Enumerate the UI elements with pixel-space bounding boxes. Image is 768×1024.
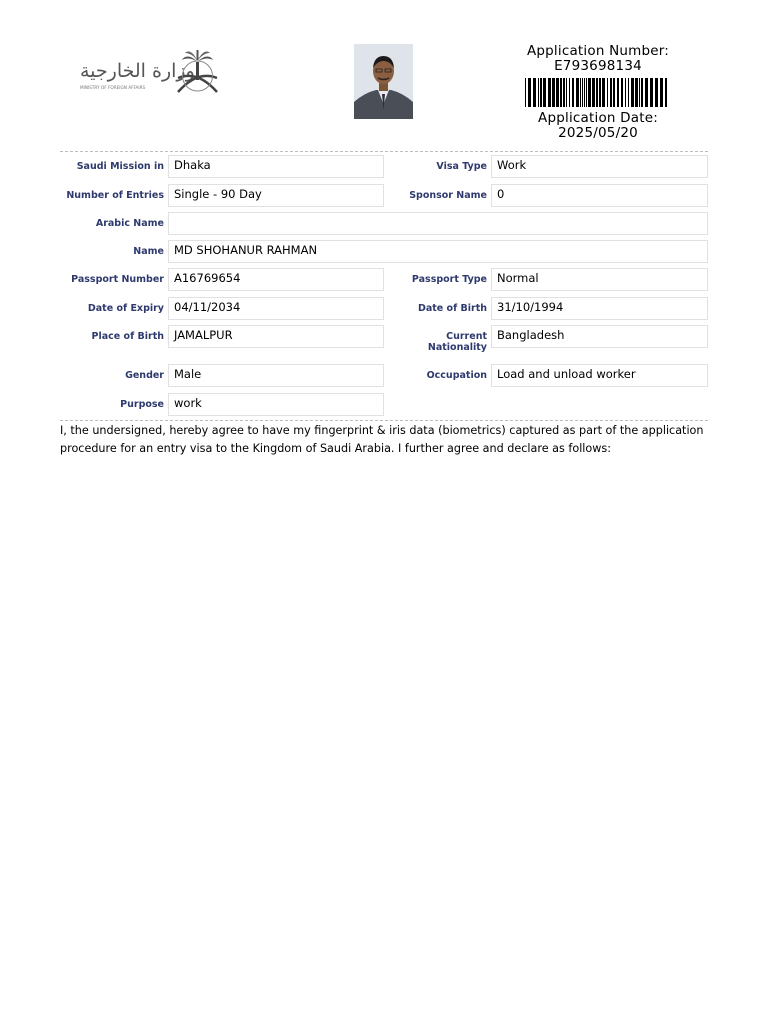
ministry-logo	[78, 48, 224, 98]
gender-field: Male	[168, 364, 384, 387]
nationality-label	[386, 331, 487, 353]
application-number: E793698134	[554, 58, 642, 74]
nationality-label-line1: Current	[446, 331, 487, 342]
dob-label: Date of Birth	[417, 303, 487, 314]
occupation-label: Occupation	[426, 370, 487, 381]
dob-field: 31/10/1994	[491, 297, 708, 320]
entries-label: Number of Entries	[66, 190, 164, 201]
sponsor-field: 0	[491, 184, 708, 207]
nationality-label-line2: Nationality	[427, 342, 487, 353]
arabic-name-label: Arabic Name	[95, 218, 164, 229]
application-date: 2025/05/20	[558, 125, 638, 141]
sponsor-label: Sponsor Name	[409, 190, 487, 201]
passport-type-field: Normal	[491, 268, 708, 291]
application-info	[518, 44, 678, 141]
purpose-label: Purpose	[120, 399, 164, 410]
arabic-name-field	[168, 212, 708, 235]
application-date-label: Application Date:	[538, 110, 658, 126]
saudi-emblem-icon	[178, 50, 217, 92]
passport-type-label: Passport Type	[411, 274, 487, 285]
bottom-divider	[60, 420, 708, 421]
entries-field: Single - 90 Day	[168, 184, 384, 207]
pob-field: JAMALPUR	[168, 325, 384, 348]
expiry-label: Date of Expiry	[87, 303, 164, 314]
occupation-field: Load and unload worker	[491, 364, 708, 387]
purpose-field: work	[168, 393, 384, 416]
declaration-text: I, the undersigned, hereby agree to have my fingerprint & iris data (biometrics) captured as part of the application procedure for an entry visa to the Kingdom of Saudi Arabia. I further agree and declare as follows:	[60, 424, 704, 455]
expiry-field: 04/11/2034	[168, 297, 384, 320]
visa-type-label: Visa Type	[436, 161, 487, 172]
name-field: MD SHOHANUR RAHMAN	[168, 240, 708, 263]
nationality-field: Bangladesh	[491, 325, 708, 348]
visa-type-field: Work	[491, 155, 708, 178]
top-divider	[60, 151, 708, 152]
pob-label: Place of Birth	[91, 331, 164, 342]
applicant-photo	[354, 44, 413, 119]
logo-english-text: MINISTRY OF FOREIGN AFFAIRS	[80, 85, 146, 90]
barcode-icon	[525, 78, 671, 107]
application-number-label: Application Number:	[526, 43, 670, 59]
name-label: Name	[133, 246, 164, 257]
saudi-mission-field: Dhaka	[168, 155, 384, 178]
passport-number-field: A16769654	[168, 268, 384, 291]
gender-label: Gender	[125, 370, 164, 381]
passport-number-label: Passport Number	[71, 274, 164, 285]
saudi-mission-label: Saudi Mission in	[76, 161, 164, 172]
logo-arabic-text: وزارة الخارجية	[80, 60, 195, 82]
